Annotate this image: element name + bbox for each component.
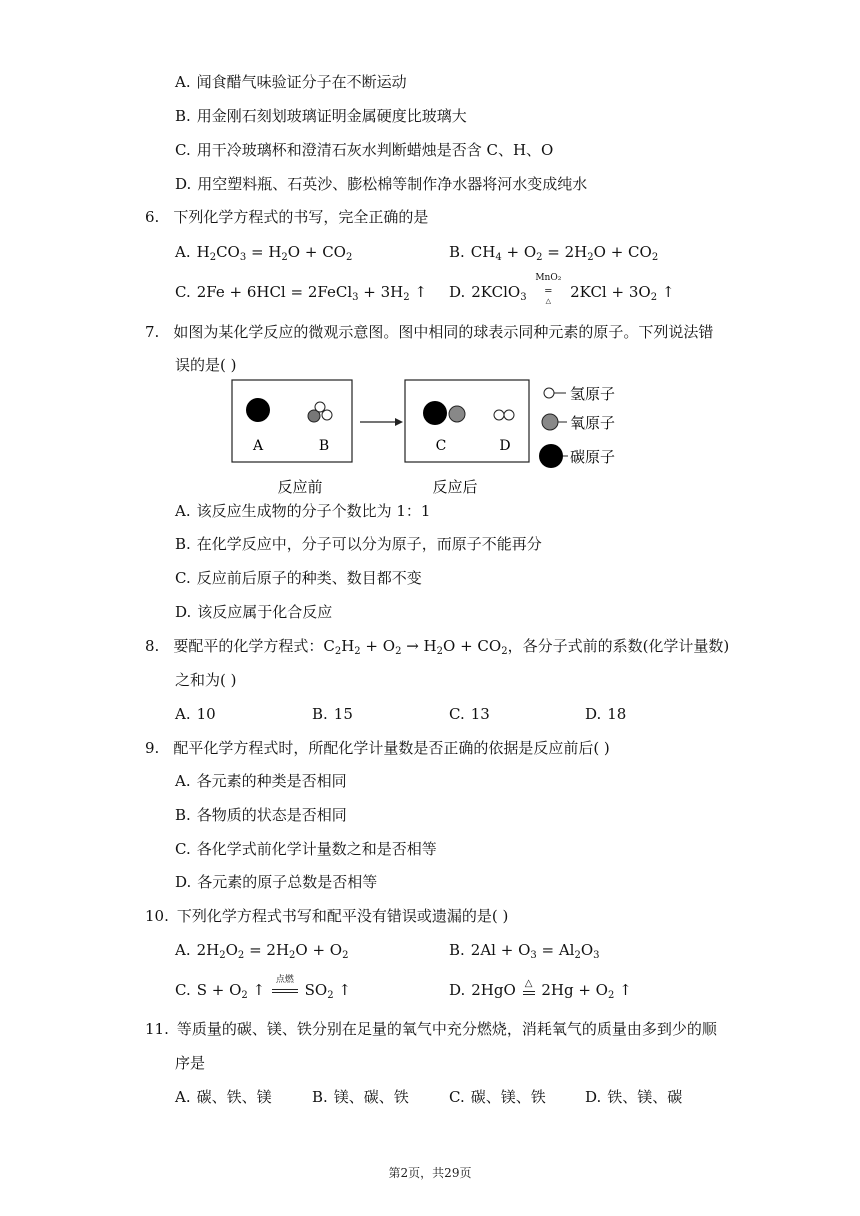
- q11-option-b: B. 镁、碳、铁: [312, 1088, 409, 1106]
- q10-option-d: D. 2HgO △ $2Hg + O_2$ ↑: [449, 978, 632, 1001]
- q11-stem-line1: 11. 等质量的碳、镁、铁分别在足量的氧气中充分燃烧，消耗氧气的质量由多到少的顺: [145, 1020, 717, 1038]
- q5-option-b: B. 用金刚石刻划玻璃证明金属硬度比玻璃大: [175, 107, 467, 125]
- molecule-b-hydrogen-atom: [315, 402, 325, 412]
- q6-option-c: C. 2Fe + 6HCl = 2FeCl$_3$ + $3H_2$ ↑: [175, 283, 427, 303]
- legend-hydrogen-label: 氢原子: [570, 385, 616, 403]
- q5-option-d: D. 用空塑料瓶、石英沙、膨松棉等制作净水器将河水变成纯水: [175, 175, 588, 193]
- molecule-b-hydrogen-atom: [322, 410, 332, 420]
- molecule-d-hydrogen-atom: [494, 410, 504, 420]
- q9-option-a: A. 各元素的种类是否相同: [175, 772, 347, 790]
- molecule-c-oxygen-atom: [449, 406, 465, 422]
- q6-option-a: A. $H_2CO_3 = H_2O + CO_2$: [175, 243, 353, 263]
- q8-option-d: D. 18: [585, 705, 627, 723]
- molecule-a-carbon-atom: [246, 398, 270, 422]
- q9-option-d: D. 各元素的原子总数是否相等: [175, 873, 378, 891]
- page-footer: 第2页，共29页: [388, 1166, 472, 1180]
- label-c: C: [435, 438, 447, 454]
- q8-option-a: A. 10: [175, 705, 216, 723]
- q10-option-b: B. $2Al + O_3 = Al_2O_3$: [449, 941, 600, 961]
- heat-condition: △: [521, 981, 537, 1001]
- q9-stem: 9. 配平化学方程式时，所配化学计量数是否正确的依据是反应前后( ): [145, 739, 610, 757]
- legend-carbon-icon: [539, 444, 563, 468]
- q6-stem: 6. 下列化学方程式的书写，完全正确的是: [145, 208, 429, 226]
- q7-option-a: A. 该反应生成物的分子个数比为 1：1: [175, 502, 431, 520]
- ignite-condition: 点燃: [270, 981, 300, 1001]
- q9-option-c: C. 各化学式前化学计量数之和是否相等: [175, 840, 437, 858]
- q7-stem-line1: 7. 如图为某化学反应的微观示意图。图中相同的球表示同种元素的原子。下列说法错: [145, 323, 714, 341]
- caption-after: 反应后: [432, 478, 478, 496]
- q6-option-b: B. $CH_4 + O_2 = 2H_2O + CO_2$: [449, 243, 659, 263]
- legend-carbon-label: 碳原子: [570, 448, 616, 466]
- q9-option-b: B. 各物质的状态是否相同: [175, 806, 347, 824]
- legend-hydrogen-icon: [544, 388, 554, 398]
- q10-option-c: C. $S + O_2$ ↑ 点燃 $SO_2$ ↑: [175, 975, 351, 1001]
- reaction-diagram: [230, 378, 650, 503]
- legend-oxygen-label: 氧原子: [570, 414, 616, 432]
- q10-option-a: A. $2H_2O_2 = 2H_2O + O_2$: [175, 941, 349, 961]
- q6-option-d: D. 2KClO$_3$ MnO₂ = △ $2KCl + 3O_2$ ↑: [449, 273, 675, 305]
- legend-oxygen-icon: [542, 414, 558, 430]
- q7-stem-line2: 误的是( ): [175, 356, 237, 374]
- q8-stem-line1: 8. 要配平的化学方程式：$C_2H_2 + O_2 \to H_2O + CO_2$，各分子式前的系数(化学计量数): [145, 637, 730, 657]
- mno2-catalyst-condition: MnO₂ = △: [535, 273, 562, 305]
- label-a: A: [252, 438, 264, 454]
- q10-stem: 10. 下列化学方程式书写和配平没有错误或遗漏的是( ): [145, 907, 509, 925]
- q7-option-b: B. 在化学反应中，分子可以分为原子，而原子不能再分: [175, 535, 542, 553]
- q11-option-a: A. 碳、铁、镁: [175, 1088, 272, 1106]
- q7-option-d: D. 该反应属于化合反应: [175, 603, 333, 621]
- label-d: D: [499, 438, 511, 454]
- q11-option-c: C. 碳、镁、铁: [449, 1088, 546, 1106]
- q8-option-c: C. 13: [449, 705, 490, 723]
- q11-option-d: D. 铁、镁、碳: [585, 1088, 683, 1106]
- q8-stem-line2: 之和为( ): [175, 671, 237, 689]
- q5-option-c: C. 用干冷玻璃杯和澄清石灰水判断蜡烛是否含 C、H、O: [175, 141, 554, 159]
- molecule-c-carbon-atom: [423, 401, 447, 425]
- before-box: [232, 380, 352, 462]
- label-b: B: [318, 438, 330, 454]
- q11-stem-line2: 序是: [175, 1054, 206, 1072]
- arrow-head: [395, 418, 403, 426]
- q8-option-b: B. 15: [312, 705, 353, 723]
- molecule-d-hydrogen-atom: [504, 410, 514, 420]
- q5-option-a: A. 闻食醋气味验证分子在不断运动: [175, 73, 407, 91]
- caption-before: 反应前: [277, 478, 323, 496]
- q7-option-c: C. 反应前后原子的种类、数目都不变: [175, 569, 422, 587]
